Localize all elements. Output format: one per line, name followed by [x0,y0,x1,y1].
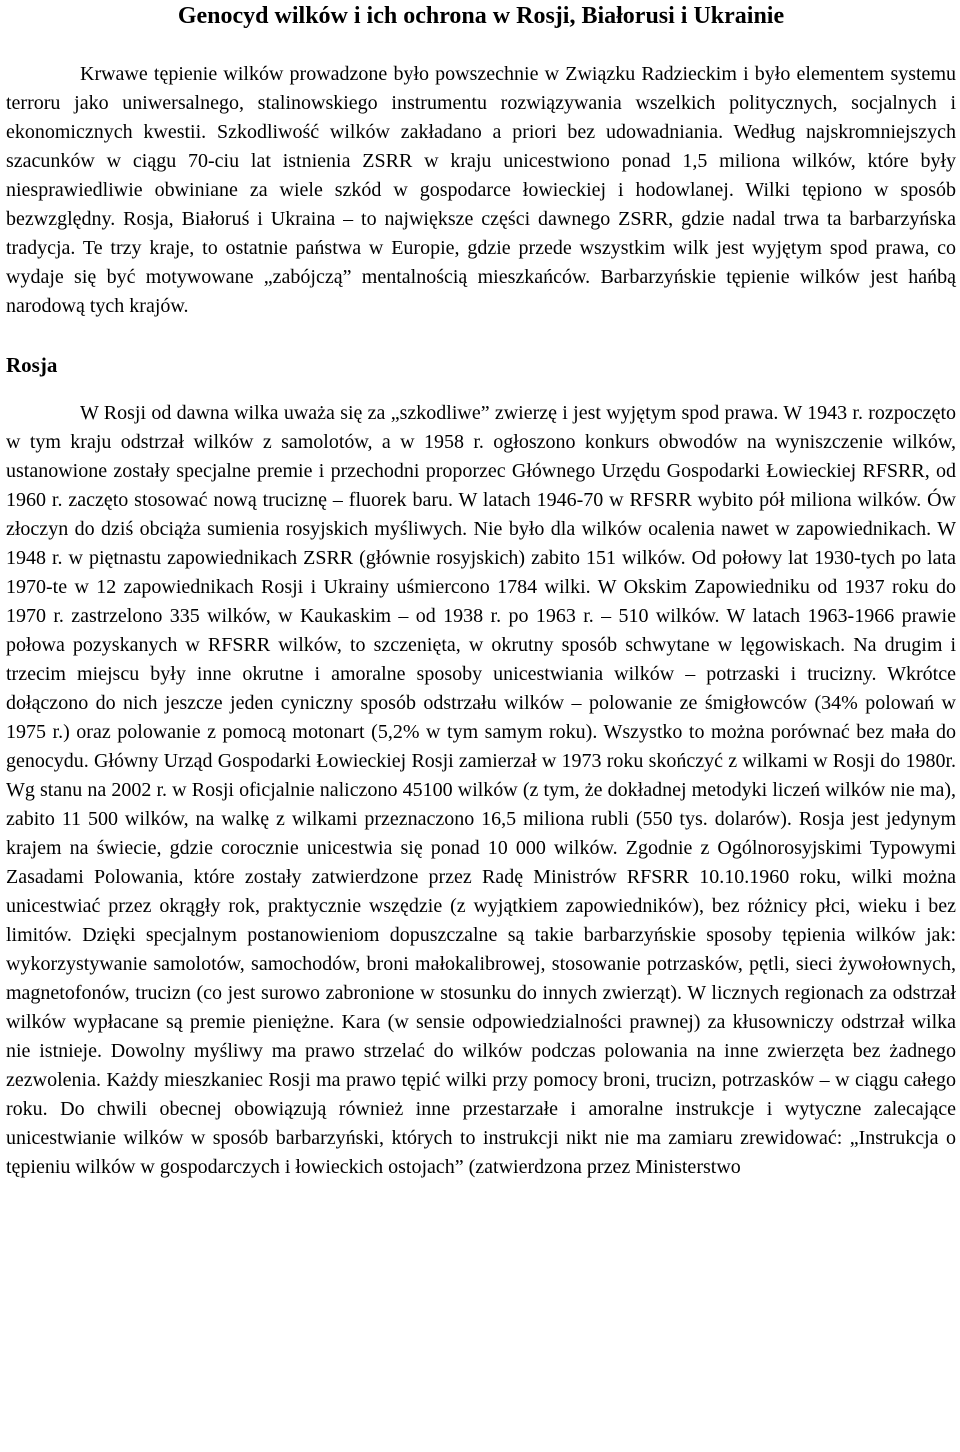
document-title: Genocyd wilków i ich ochrona w Rosji, Białorusi i Ukrainie [177,3,785,29]
section-heading-rosja: Rosja [6,353,58,377]
intro-paragraph: Krwawe tępienie wilków prowadzone było powszechnie w Związku Radzieckim i było elementem systemu terroru jako uniwersalnego, stalinowskiego instrumentu rozwiązywania wszelkich politycznych, socjalnych i ekonomicznych kwestii. Szkodliwość wilków zakładano a priori bez udowadniania. Według najskromniejszych szacunków w ciągu 70-ciu lat istnienia ZSRR w kraju unicestwiono ponad 1,5 miliona wilków, które były niesprawiedliwie obwiniane za wiele szkód w gospodarce łowieckiej i hodowlanej. Wilki tępiono w sposób bezwzględny. Rosja, Białoruś i Ukraina – to największe części dawnego ZSRR, gdzie nadal trwa ta barbarzyńska tradycja. Te trzy kraje, to ostatnie państwa w Europie, gdzie przede wszystkim wilk jest wyjętym spod prawa, co wydaje się być motywowane „zabójczą” mentalnością mieszkańców. Barbarzyńskie tępienie wilków jest hańbą narodową tych krajów. [6,63,956,317]
section-paragraph-rosja: W Rosji od dawna wilka uważa się za „szkodliwe” zwierzę i jest wyjętym spod prawa. W 1943 r. rozpoczęto w tym kraju odstrzał wilków z samolotów, a w 1958 r. ogłoszono konkurs obwodów na wyniszczenie wilków, ustanowione zostały specjalne premie i przechodni proporzec Głównego Urzędu Gospodarki Łowieckiej RFSRR, od 1960 r. zaczęto stosować nową truciznę – fluorek baru. W latach 1946-70 w RFSRR wybito pół miliona wilków. Ów złoczyn do dziś obciąża sumienia rosyjskich myśliwych. Nie było dla wilków ocalenia nawet w zapowiednikach. W 1948 r. w piętnastu zapowiednikach ZSRR (głównie rosyjskich) zabito 151 wilków. Od połowy lat 1930-tych po lata 1970-te w 12 zapowiednikach Rosji i Ukrainy uśmiercono 1784 wilki. W Okskim Zapowiedniku od 1937 roku do 1970 r. zastrzelono 335 wilków, w Kaukaskim – od 1938 r. po 1963 r. – 510 wilków. W latach 1963-1966 prawie połowa pozyskanych w RFSRR wilków, to szczenięta, w okrutny sposób schwytane w lęgowiskach. Na drugim i trzecim miejscu były inne okrutne i amoralne sposoby unicestwiania wilków – potrzaski i trucizny. Wkrótce dołączono do nich jeszcze jeden cyniczny sposób odstrzału wilków – polowanie ze śmigłowców (34% polowań w 1975 r.) oraz polowanie z pomocą motonart (5,2% w tym samym roku). Wszystko to można porównać bez mała do genocydu. Główny Urząd Gospodarki Łowieckiej Rosji zamierzał w 1973 roku skończyć z wilkami w Rosji do 1980r. Wg stanu na 2002 r. w Rosji oficjalnie naliczono 45100 wilków (z tym, że dokładnej metodyki liczeń wilków nie ma), zabito 11 500 wilków, na walkę z wilkami przeznaczono 16,5 miliona rubli (550 tys. dolarów). Rosja jest jedynym krajem na świecie, gdzie corocznie unicestwia się ponad 10 000 wilków. Zgodnie z Ogólnorosyjskimi Typowymi Zasadami Polowania, które zostały zatwierdzone przez Radę Ministrów RFSRR 10.10.1960 roku, wilki można unicestwiać przez okrągły rok, praktycznie wszędzie (z wyjątkiem zapowiedników), bez różnicy płci, wieku i bez limitów. Dzięki specjalnym postanowieniom dopuszczalne są takie barbarzyńskie sposoby tępienia wilków jak: wykorzystywanie samolotów, samochodów, broni małokalibrowej, stosowanie potrzasków, pętli, sieci żywołownych, magnetofonów, trucizn (co jest surowo zabronione w stosunku do innych zwierząt). W licznych regionach za odstrzał wilków wypłacane są premie pieniężne. Kara (w sensie odpowiedzialności prawnej) za kłusowniczy odstrzał wilka nie istnieje. Dowolny myśliwy ma prawo strzelać do wilków podczas polowania na inne zwierzęta bez żadnego zezwolenia. Każdy mieszkaniec Rosji ma prawo tępić wilki przy pomocy broni, trucizn, potrzasków – w ciągu całego roku. Do chwili obecnej obowiązują również inne przestarzałe i amoralne instrukcje i wytyczne zalecające unicestwianie wilków w sposób barbarzyński, których to instrukcji nikt nie ma zamiaru zrewidować: „Instrukcja o tępieniu wilków w gospodarczych i łowieckich ostojach” (zatwierdzona przez Ministerstwo [6,402,956,1178]
